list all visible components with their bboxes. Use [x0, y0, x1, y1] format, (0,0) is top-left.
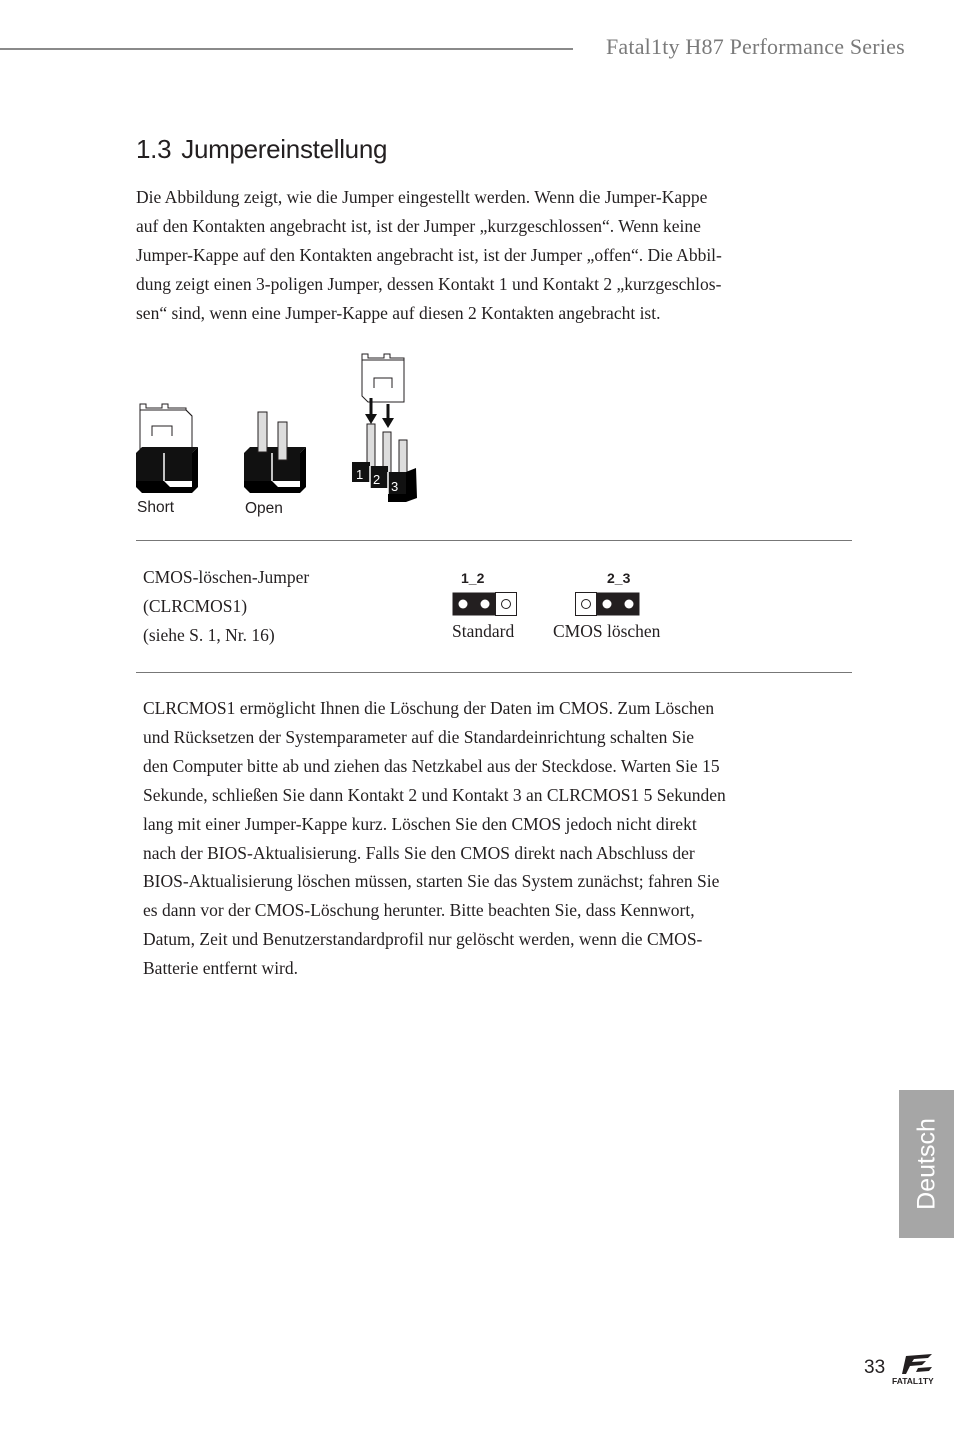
logo-text: FATAL1TY [892, 1376, 934, 1386]
clear-caption: CMOS löschen [553, 621, 661, 641]
open-jumper-icon [244, 412, 306, 493]
jumper-label-line: (CLRCMOS1) [143, 596, 248, 616]
section-number: 1.3 [136, 134, 172, 164]
running-header-title: Fatal1ty H87 Performance Series [606, 34, 905, 59]
body-line: lang mit einer Jumper-Kappe kurz. Löschen Sie den CMOS jedoch nicht direkt [143, 813, 697, 834]
intro-line: dung zeigt einen 3-poligen Jumper, dessen Kontakt 1 und Kontakt 2 „kurzgeschlos- [136, 274, 722, 294]
intro-line: Jumper-Kappe auf den Kontakten angebracht ist, ist der Jumper „offen“. Die Abbil- [136, 245, 722, 265]
default-caption: Standard [452, 621, 515, 641]
pin-number-1: 1 [356, 467, 364, 482]
table-bottom-rule [136, 672, 852, 673]
body-line: und Rücksetzen der Systemparameter auf die Standardeinrichtung schalten Sie [143, 726, 695, 747]
open-label: Open [245, 500, 283, 517]
body-line: den Computer bitte ab und ziehen das Netzkabel aus der Steckdose. Warten Sie 15 [143, 755, 720, 776]
pin-number-3: 3 [391, 479, 399, 494]
pins-2-3-shorted-icon [575, 592, 641, 616]
body-line: CLRCMOS1 ermöglicht Ihnen die Löschung der Daten im CMOS. Zum Löschen [143, 698, 715, 718]
clear-pins-label: 2_3 [607, 570, 631, 586]
intro-line: sen“ sind, wenn eine Jumper-Kappe auf diesen 2 Kontakten angebracht ist. [136, 303, 661, 323]
fatal1ty-logo-icon [892, 1352, 944, 1388]
jumper-label-line: (siehe S. 1, Nr. 16) [143, 625, 275, 645]
language-tab [899, 1090, 954, 1238]
intro-line: auf den Kontakten angebracht ist, ist der Jumper „kurzgeschlossen“. Wenn keine [136, 216, 701, 236]
default-setting [452, 570, 532, 650]
section-heading [136, 134, 387, 165]
intro-paragraph [136, 183, 816, 328]
clrcmos-description [143, 694, 823, 983]
body-line: Datum, Zeit und Benutzerstandardprofil nur gelöscht werden, wenn die CMOS- [143, 929, 703, 950]
pin-number-2: 2 [373, 472, 381, 487]
short-label: Short [137, 499, 175, 516]
table-top-rule [136, 540, 852, 541]
jumper-illustration [130, 352, 430, 527]
three-pin-jumper-icon [352, 354, 417, 502]
header-rule [0, 48, 573, 50]
page-number: 33 [864, 1357, 886, 1378]
short-jumper-icon [136, 404, 198, 493]
body-line: Batterie entfernt wird. [143, 958, 299, 979]
jumper-label-line: CMOS-löschen-Jumper [143, 567, 310, 587]
clear-cmos-setting [553, 570, 683, 650]
language-tab-label: Deutsch [912, 1118, 940, 1210]
jumper-name [143, 563, 309, 650]
section-title-text: Jumpereinstellung [181, 134, 388, 164]
pins-1-2-shorted-icon [452, 592, 518, 616]
body-line: BIOS-Aktualisierung löschen müssen, starten Sie das System zunächst; fahren Sie [143, 871, 720, 892]
default-pins-label: 1_2 [461, 570, 485, 586]
intro-line: Die Abbildung zeigt, wie die Jumper eingestellt werden. Wenn die Jumper-Kappe [136, 187, 708, 207]
body-line: Sekunde, schließen Sie dann Kontakt 2 und Kontakt 3 an CLRCMOS1 5 Sekunden [143, 784, 726, 805]
body-line: nach der BIOS-Aktualisierung. Falls Sie den CMOS direkt nach Abschluss der [143, 842, 695, 863]
body-line: es dann vor der CMOS-Löschung herunter. Bitte beachten Sie, dass Kennwort, [143, 900, 695, 921]
